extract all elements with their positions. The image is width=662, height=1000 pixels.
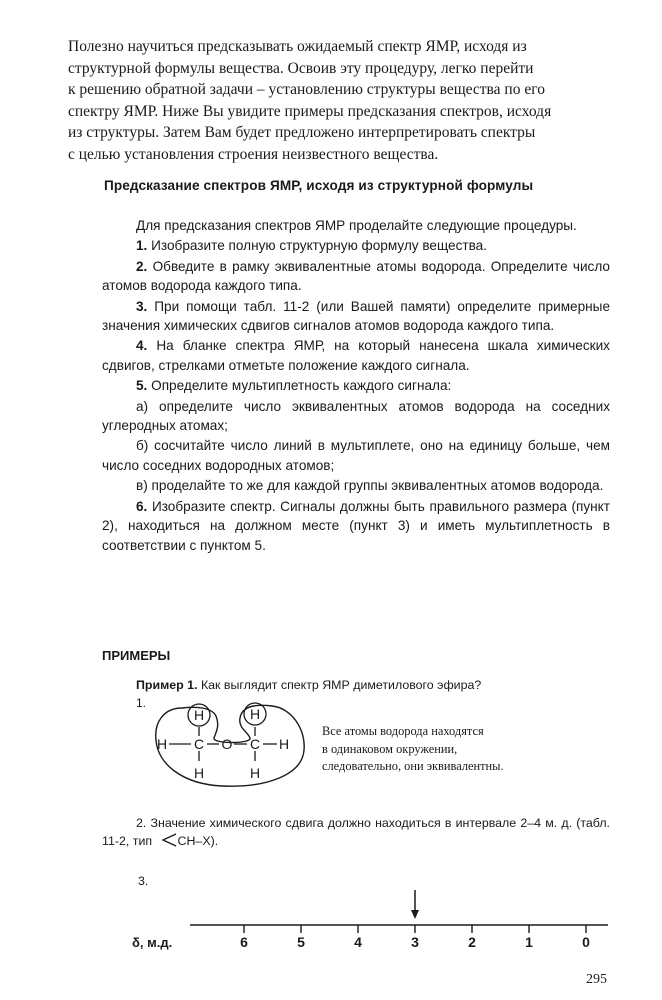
signal-arrow-head <box>411 910 419 919</box>
atom-carbon: C <box>249 736 261 752</box>
procedure-step-3 <box>102 297 610 336</box>
procedure-step-2 <box>102 257 610 296</box>
examples-heading: ПРИМЕРЫ <box>102 648 171 663</box>
note-line: в одинаковом окружении, <box>322 741 458 756</box>
step2-text: 2. Значение химического сдвига должно находиться в интервале 2–4 м. д. (табл. 11-2, тип <box>102 816 610 848</box>
step-text: Обведите в рамку эквивалентные атомы водорода. Определите число атомов водорода каждого типа. <box>102 258 610 294</box>
example1-step2 <box>102 814 610 850</box>
procedure-step-5a: а) определите число эквивалентных атомов водорода на соседних углеродных атомах; <box>102 398 610 434</box>
intro-line: Полезно научиться предсказывать ожидаемый спектр ЯМР, исходя из <box>68 38 527 55</box>
note-line: Все атомы водорода находятся <box>322 724 484 738</box>
atom-oxygen: O <box>221 736 233 752</box>
atom-hydrogen: H <box>156 736 168 752</box>
step-number: 3. <box>136 298 148 314</box>
procedure-step-5 <box>102 376 610 395</box>
example1-step1-label: 1. <box>136 696 147 710</box>
scale-tick-label: 6 <box>240 934 248 950</box>
step-number: 6. <box>136 498 148 514</box>
scale-ticks <box>240 925 590 950</box>
step-text: Определите мультиплетность каждого сигнала: <box>151 378 452 394</box>
example1-step3-label: 3. <box>138 874 149 888</box>
intro-line: с целью установления строения неизвестного вещества. <box>68 145 439 163</box>
step-text: Изобразите спектр. Сигналы должны быть правильного размера (пункт 2), находиться на должном месте (пункт 3) и иметь мультиплетность в соответствии с пунктом 5. <box>102 498 610 553</box>
example1-note <box>322 723 582 776</box>
procedure-step-5c: в) проделайте то же для каждой группы эквивалентных атомов водорода. <box>136 478 604 494</box>
procedure-step-4 <box>102 336 610 375</box>
procedure-intro: Для предсказания спектров ЯМР проделайте следующие процедуры. <box>136 218 577 233</box>
intro-line: из структуры. Затем Вам будет предложено интерпретировать спектры <box>68 124 536 141</box>
scale-tick-label: 2 <box>468 934 476 950</box>
step-number: 5. <box>136 378 148 394</box>
step2-formula: CH–X). <box>177 834 219 848</box>
intro-line: структурной формулы вещества. Освоив эту процедуру, легко перейти <box>68 59 534 77</box>
procedure-step-1 <box>102 236 610 255</box>
note-line: следовательно, они эквивалентны. <box>322 759 504 773</box>
atom-hydrogen: H <box>193 707 205 723</box>
step-text: Изобразите полную структурную формулу вещества. <box>151 238 487 254</box>
intro-line: к решению обратной задачи – установлению структуры вещества по его <box>68 81 545 98</box>
procedure-steps <box>102 216 610 556</box>
atom-hydrogen: H <box>278 736 290 752</box>
intro-paragraph <box>68 36 608 165</box>
section-heading: Предсказание спектров ЯМР, исходя из структурной формулы <box>104 178 534 193</box>
procedure-step-5b: б) сосчитайте число линий в мультиплете, оно на единицу больше, чем число соседних водородных атомов; <box>102 438 610 473</box>
intro-line: спектру ЯМР. Ниже Вы увидите примеры предсказания спектров, исходя <box>68 102 552 120</box>
procedure-step-6 <box>102 497 610 555</box>
scale-tick-label: 3 <box>411 934 419 950</box>
step-text: При помощи табл. 11-2 (или Вашей памяти) определите примерные значения химических сдвигов сигналов атомов водорода каждого типа. <box>102 298 611 334</box>
step-text: На бланке спектра ЯМР, на который нанесена шкала химических сдвигов, стрелками отметьте положение каждого сигнала. <box>102 338 610 373</box>
nmr-shift-scale <box>130 888 610 960</box>
step-number: 4. <box>136 338 148 354</box>
atom-hydrogen: H <box>249 706 261 722</box>
page-number: 295 <box>586 972 607 987</box>
example1-label: Пример 1. <box>136 678 198 692</box>
atom-hydrogen: H <box>193 765 205 781</box>
scale-tick-label: 1 <box>525 934 533 950</box>
scale-tick-label: 0 <box>582 934 590 950</box>
branch-bracket-icon <box>160 833 178 847</box>
scale-tick-label: 4 <box>354 934 362 950</box>
atom-hydrogen: H <box>249 765 261 781</box>
example1-question <box>136 678 481 692</box>
step-number: 2. <box>136 258 148 274</box>
atom-carbon: C <box>193 736 205 752</box>
example1-question-text: Как выглядит спектр ЯМР диметилового эфира? <box>200 678 482 692</box>
step-number: 1. <box>136 238 148 254</box>
scale-tick-label: 5 <box>297 934 305 950</box>
scale-label: δ, м.д. <box>132 935 173 950</box>
dimethyl-ether-structure-diagram <box>152 700 312 794</box>
